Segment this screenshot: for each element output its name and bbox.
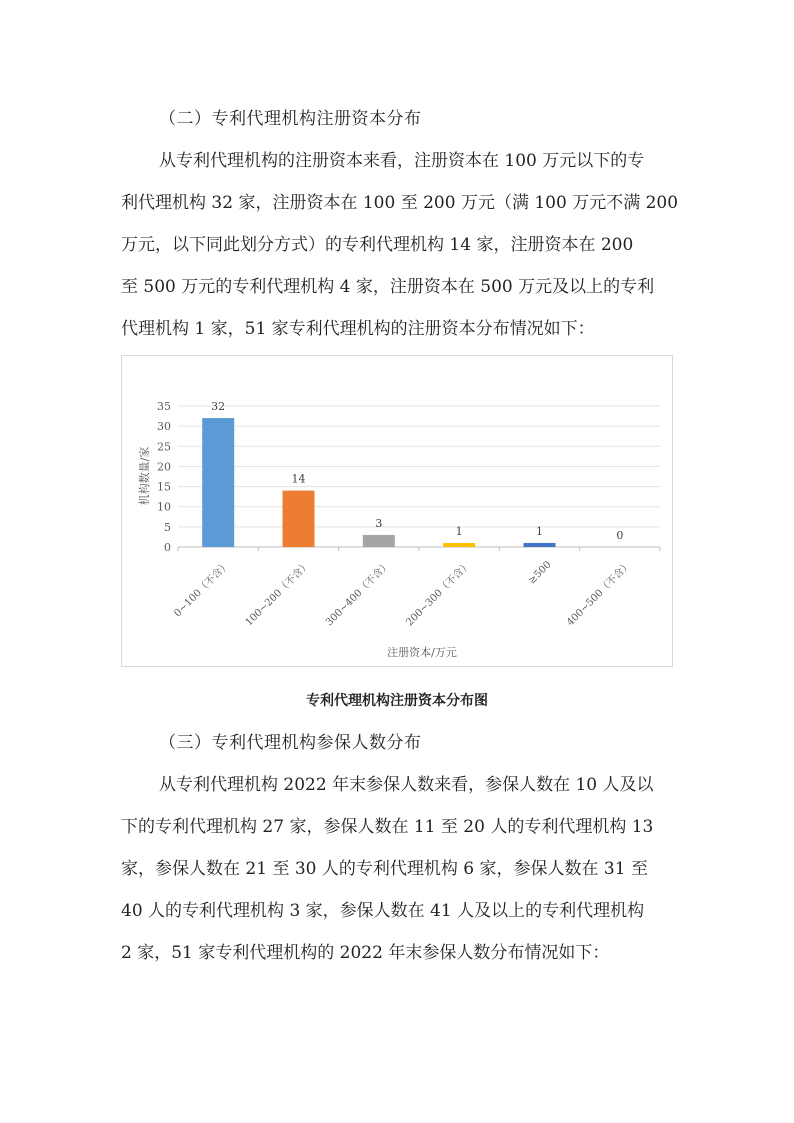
- paragraph-line: 下的专利代理机构 27 家，参保人数在 11 至 20 人的专利代理机构 13: [121, 817, 654, 837]
- data-label: 32: [211, 400, 226, 414]
- paragraph-line: 40 人的专利代理机构 3 家，参保人数在 41 人及以上的专利代理机构: [121, 901, 645, 921]
- x-tick-label: 400~500（不含）: [564, 559, 634, 629]
- chart-y-ticks: [157, 400, 171, 554]
- y-tick-label: 10: [157, 500, 171, 514]
- chart-data-labels: [211, 400, 623, 542]
- y-tick-label: 30: [157, 420, 171, 434]
- chart-caption: 专利代理机构注册资本分布图: [306, 693, 488, 709]
- y-tick-label: 20: [157, 460, 171, 474]
- bar: [443, 543, 475, 547]
- section-heading-insured: （三）专利代理机构参保人数分布: [159, 733, 422, 753]
- chart-svg: [122, 356, 672, 666]
- bar: [283, 491, 315, 547]
- y-tick-label: 35: [157, 400, 171, 413]
- x-tick-label: ≥500: [526, 559, 554, 587]
- x-axis-label: 注册资本/万元: [387, 646, 457, 659]
- paragraph-line: 代理机构 1 家，51 家专利代理机构的注册资本分布情况如下：: [121, 319, 595, 339]
- x-tick-label: 300~400（不含）: [323, 559, 393, 629]
- y-tick-label: 0: [164, 541, 171, 554]
- data-label: 3: [375, 516, 383, 530]
- y-tick-label: 5: [164, 520, 171, 534]
- x-tick-label: 200~300（不含）: [404, 559, 474, 629]
- data-label: 14: [291, 472, 306, 486]
- paragraph-line: 家，参保人数在 21 至 30 人的专利代理机构 6 家，参保人数在 31 至: [121, 859, 648, 879]
- data-label: 1: [455, 524, 463, 538]
- section-heading-capital: （二）专利代理机构注册资本分布: [159, 109, 422, 129]
- paragraph-line: 从专利代理机构的注册资本来看，注册资本在 100 万元以下的专: [159, 151, 645, 171]
- bar: [363, 535, 395, 547]
- paragraph-line: 万元，以下同此划分方式）的专利代理机构 14 家，注册资本在 200: [121, 235, 634, 255]
- y-tick-label: 25: [157, 440, 171, 454]
- bar: [202, 418, 234, 547]
- x-tick-label: 100~200（不含）: [243, 559, 313, 629]
- bar: [524, 543, 556, 547]
- x-tick-label: 0~100（不含）: [172, 559, 233, 620]
- paragraph-line: 利代理机构 32 家，注册资本在 100 至 200 万元（满 100 万元不满 200: [121, 193, 679, 213]
- chart-gridlines: [178, 406, 660, 551]
- data-label: 1: [536, 524, 543, 538]
- chart-x-ticks: [171, 558, 634, 628]
- y-axis-label: 机构数量/家: [138, 446, 151, 506]
- paragraph-line: 至 500 万元的专利代理机构 4 家，注册资本在 500 万元及以上的专利: [121, 277, 655, 297]
- y-tick-label: 15: [157, 480, 171, 494]
- paragraph-line: 从专利代理机构 2022 年末参保人数来看，参保人数在 10 人及以: [159, 775, 654, 795]
- data-label: 0: [616, 529, 624, 542]
- capital-distribution-chart: [121, 355, 673, 667]
- paragraph-line: 2 家，51 家专利代理机构的 2022 年末参保人数分布情况如下：: [121, 943, 610, 963]
